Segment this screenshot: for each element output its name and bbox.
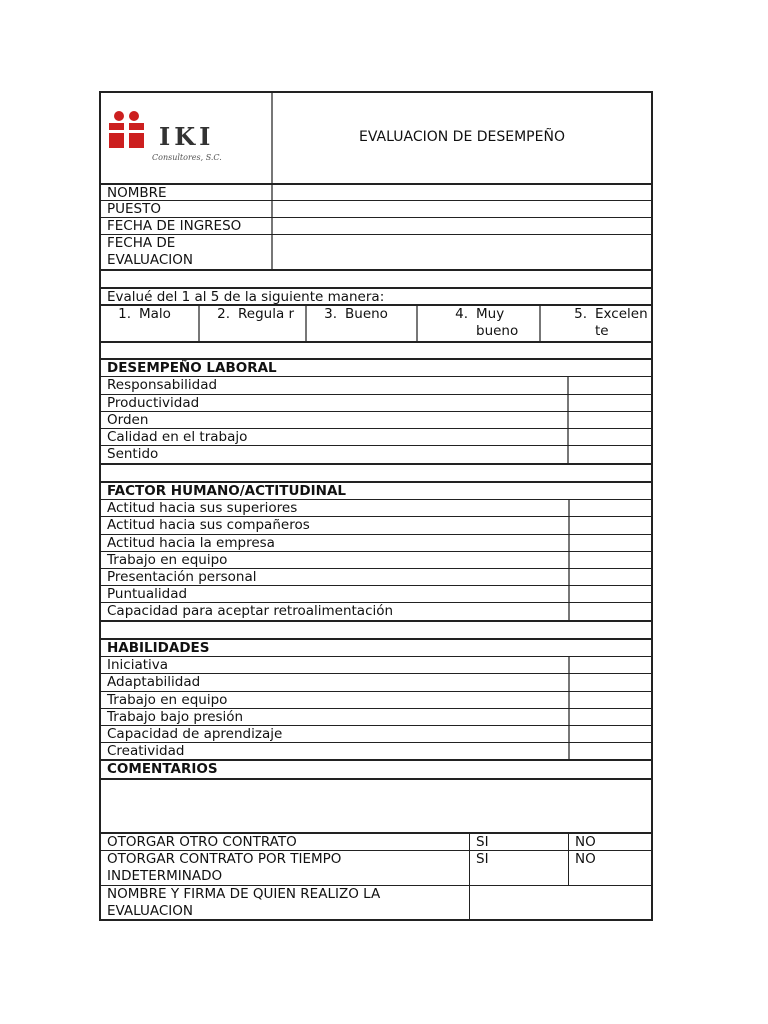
spacer-row [99,620,653,638]
criterion-label: Capacidad de aprendizaje [107,726,283,742]
criterion-row [99,691,653,708]
score-field[interactable] [567,429,651,445]
criterion-row [99,602,653,620]
tiempo-indeterminado-label [101,851,469,885]
title-cell [271,93,651,183]
criterion-row [99,428,653,445]
fecha-ingreso-row [99,217,653,234]
criterion-row [99,551,653,568]
criterion-label: Productividad [107,395,200,411]
iki-logo [107,107,267,167]
desempeno-heading-row [99,358,653,376]
tiempo-indeterminado-si[interactable]: SI [469,851,568,885]
puesto-row [99,200,653,217]
comentarios-field[interactable] [99,778,653,832]
criterion-label: Actitud hacia la empresa [107,535,275,551]
tiempo-indeterminado-label-line2: INDETERMINADO [107,868,223,884]
scale-row [99,304,653,341]
otro-contrato-si[interactable]: SI [469,834,568,850]
criterion-row [99,708,653,725]
habilidades-heading: HABILIDADES [107,640,210,656]
score-field[interactable] [568,674,651,691]
habilidades-heading-row [99,638,653,656]
tiempo-indeterminado-no[interactable]: NO [568,851,651,885]
otro-contrato-no[interactable]: NO [568,834,651,850]
scale-item-4 [416,306,540,341]
logo-cell [101,93,271,183]
criterion-label: Responsabilidad [107,377,218,393]
criterion-label: Creatividad [107,743,185,759]
factor-humano-heading: FACTOR HUMANO/ACTITUDINAL [107,483,346,499]
scale-item-1-num: 1. [118,306,131,322]
header-row [99,91,653,183]
score-field[interactable] [568,569,651,585]
firma-label [101,886,469,919]
nombre-row [99,183,653,200]
criterion-row [99,445,653,463]
criterion-label: Trabajo bajo presión [107,709,244,725]
score-field[interactable] [568,586,651,602]
score-field[interactable] [568,657,651,673]
fecha-evaluacion-label-line1: FECHA DE [107,235,176,251]
criterion-row [99,499,653,516]
otro-contrato-label: OTORGAR OTRO CONTRATO [107,834,297,850]
fecha-evaluacion-field[interactable] [271,235,651,269]
criterion-row [99,411,653,428]
score-field[interactable] [568,726,651,742]
criterion-row [99,585,653,602]
scale-instruction-row [99,287,653,304]
logo-gift-icon [109,111,144,148]
criterion-label: Actitud hacia sus compañeros [107,517,310,533]
spacer-row [99,341,653,358]
criterion-label: Calidad en el trabajo [107,429,248,445]
firma-field[interactable] [469,886,651,919]
criterion-label: Puntualidad [107,586,188,602]
criterion-row [99,376,653,394]
logo-subtitle: Consultores, S.C. [152,153,222,162]
criterion-row [99,742,653,759]
fecha-evaluacion-label-line2: EVALUACION [107,252,193,268]
scale-item-3 [305,306,417,341]
criterion-label: Presentación personal [107,569,257,585]
criterion-row [99,568,653,585]
score-field[interactable] [568,603,651,620]
criterion-row [99,725,653,742]
criterion-row [99,656,653,673]
puesto-field[interactable] [271,201,651,217]
scale-item-2-label: Regula r [238,306,295,322]
score-field[interactable] [568,552,651,568]
criterion-label: Trabajo en equipo [107,552,228,568]
score-field[interactable] [567,377,651,394]
score-field[interactable] [568,692,651,708]
scale-instruction: Evalué del 1 al 5 de la siguiente manera: [107,289,385,304]
fecha-ingreso-field[interactable] [271,218,651,234]
nombre-label: NOMBRE [107,185,167,200]
desempeno-heading: DESEMPEÑO LABORAL [107,360,277,376]
score-field[interactable] [568,709,651,725]
scale-item-2 [198,306,306,341]
spacer-row [99,269,653,287]
scale-item-3-label: Bueno [345,306,388,322]
scale-item-4-num: 4. [455,306,468,322]
comentarios-heading: COMENTARIOS [107,761,218,777]
fecha-evaluacion-label [101,235,271,269]
score-field[interactable] [567,446,651,463]
criterion-label: Sentido [107,446,159,462]
criterion-row [99,534,653,551]
spacer-row [99,463,653,481]
score-field[interactable] [568,535,651,551]
form-title: EVALUACION DE DESEMPEÑO [359,129,565,145]
criterion-label: Adaptabilidad [107,674,201,690]
fecha-ingreso-label: FECHA DE INGRESO [107,218,242,234]
criterion-label: Trabajo en equipo [107,692,228,708]
criterion-label: Orden [107,412,149,428]
firma-label-line2: EVALUACION [107,903,193,919]
scale-item-5-num: 5. [574,306,587,322]
scale-item-3-num: 3. [324,306,337,322]
firma-row [99,885,653,921]
comentarios-heading-row [99,759,653,778]
scale-item-2-num: 2. [217,306,230,322]
score-field[interactable] [567,412,651,428]
firma-label-line1: NOMBRE Y FIRMA DE QUIEN REALIZO LA [107,886,381,902]
score-field[interactable] [568,743,651,759]
nombre-field[interactable] [271,185,651,200]
score-field[interactable] [568,500,651,516]
score-field[interactable] [568,517,651,534]
tiempo-indeterminado-label-line1: OTORGAR CONTRATO POR TIEMPO [107,851,342,867]
fecha-evaluacion-row [99,234,653,269]
logo-brand: IKI [159,122,215,151]
criterion-row [99,394,653,411]
otro-contrato-row [99,832,653,850]
factor-humano-heading-row [99,481,653,499]
score-field[interactable] [567,395,651,411]
scale-item-5 [539,306,651,341]
scale-item-1-label: Malo [139,306,171,322]
scale-item-4-label: Muy bueno [476,306,519,339]
scale-item-5-label: Excelen te [595,306,648,339]
criterion-label: Iniciativa [107,657,169,673]
tiempo-indeterminado-row [99,850,653,885]
evaluation-form [99,91,653,921]
criterion-row [99,673,653,691]
criterion-label: Actitud hacia sus superiores [107,500,298,516]
scale-item-1 [101,306,199,341]
puesto-label: PUESTO [107,201,161,217]
criterion-label: Capacidad para aceptar retroalimentación [107,603,394,619]
criterion-row [99,516,653,534]
